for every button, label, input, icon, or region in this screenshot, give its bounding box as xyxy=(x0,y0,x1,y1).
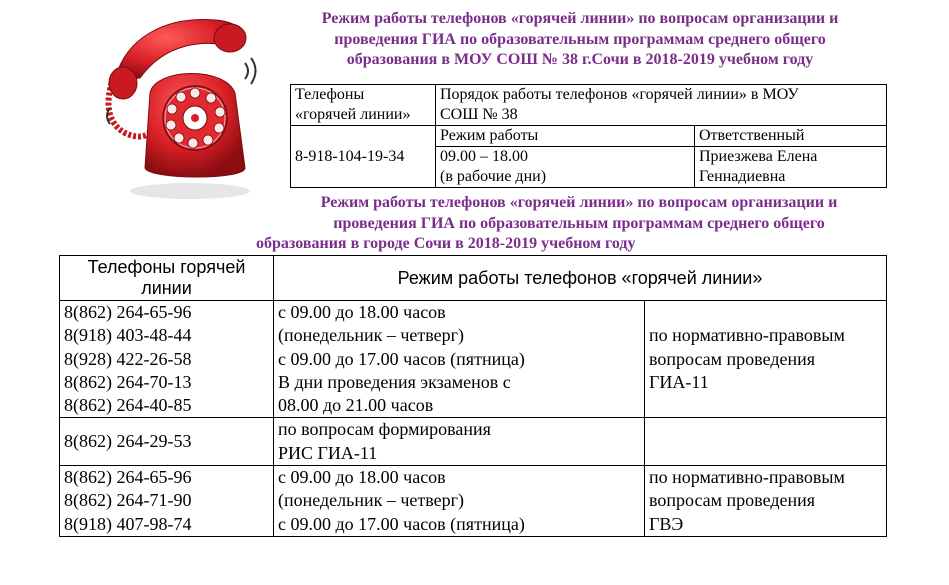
header-line: линии xyxy=(141,278,192,298)
red-rotary-phone-icon xyxy=(95,8,265,203)
phones-cell xyxy=(60,301,274,418)
schedule-line: с 09.00 до 18.00 часов xyxy=(278,302,446,322)
topic-line: ГИА-11 xyxy=(649,371,709,392)
schedule-cell xyxy=(274,466,645,537)
table-row xyxy=(60,301,887,418)
phone-number: 8(862) 264-40-85 xyxy=(64,395,192,416)
title-line: образования в городе Сочи в 2018-2019 учебном году xyxy=(256,235,636,252)
title-line: Режим работы телефонов «горячей линии» по вопросам организации и xyxy=(320,194,838,211)
school-col-order-header xyxy=(436,85,887,126)
phone-number: 8(918) 403-48-44 xyxy=(64,325,192,346)
schedule-line: с 09.00 до 18.00 часов xyxy=(278,467,446,488)
school-responsible-cell xyxy=(695,147,887,188)
table-row xyxy=(60,466,887,537)
mode-line: 09.00 – 18.00 xyxy=(440,148,528,165)
schedule-line: по вопросам формирования xyxy=(278,419,491,440)
phone-number: 8(862) 264-65-96 xyxy=(64,302,192,322)
header-line: Порядок работы телефонов «горячей линии» в МОУ xyxy=(440,86,799,103)
schedule-line: (понедельник – четверг) xyxy=(278,490,465,511)
schedule-line: РИС ГИА-11 xyxy=(278,442,378,463)
header-line: Телефоны горячей xyxy=(87,257,246,277)
phone-number: 8(918) 407-98-74 xyxy=(64,513,192,534)
title-city xyxy=(248,193,888,255)
school-col-phones-header xyxy=(291,85,436,126)
topic-line: по нормативно-правовым xyxy=(649,325,845,346)
phone-number: 8(862) 264-29-53 xyxy=(64,431,192,452)
topic-cell xyxy=(645,466,887,537)
responsible-line: Геннадиевна xyxy=(699,168,786,185)
schedule-line: с 09.00 до 17.00 часов (пятница) xyxy=(278,513,525,534)
header-line: Телефоны xyxy=(295,86,365,103)
header-line: СОШ № 38 xyxy=(440,106,518,123)
city-col-mode-header: Режим работы телефонов «горячей линии» xyxy=(274,256,887,301)
phone-number: 8(862) 264-70-13 xyxy=(64,371,192,392)
responsible-line: Приезжева Елена xyxy=(699,148,818,165)
school-phone: 8-918-104-19-34 xyxy=(295,147,405,165)
title-line: образования в МОУ СОШ № 38 г.Сочи в 2018-2019 учебном году xyxy=(346,51,814,68)
schedule-cell xyxy=(274,301,645,418)
school-mode-cell xyxy=(436,147,695,188)
phones-cell xyxy=(60,418,274,466)
schedule-line: (понедельник – четверг) xyxy=(278,325,465,346)
city-col-phones-header xyxy=(60,256,274,301)
schedule-line: В дни проведения экзаменов с xyxy=(278,371,511,392)
table-row xyxy=(60,418,887,466)
header-line: «горячей линии» xyxy=(295,106,411,123)
school-hotline-table xyxy=(290,84,887,188)
topic-line: ГВЭ xyxy=(649,513,684,534)
phone-number: 8(862) 264-65-96 xyxy=(64,467,192,488)
city-hotline-table xyxy=(59,255,887,537)
school-phone-cell xyxy=(291,126,436,188)
school-mode-subheader: Режим работы xyxy=(436,126,695,147)
topic-line: по нормативно-правовым xyxy=(649,467,845,488)
phone-number: 8(862) 264-71-90 xyxy=(64,490,192,511)
mode-line: (в рабочие дни) xyxy=(440,168,547,185)
title-school xyxy=(270,9,890,71)
schedule-line: 08.00 до 21.00 часов xyxy=(278,395,434,416)
school-responsible-subheader: Ответственный xyxy=(695,126,887,147)
title-line: проведения ГИА по образовательным программам среднего общего xyxy=(333,214,825,232)
topic-line: вопросам проведения xyxy=(649,348,816,369)
title-line: проведения ГИА по образовательным программам среднего общего xyxy=(334,30,826,48)
topic-cell xyxy=(645,301,887,418)
title-line: Режим работы телефонов «горячей линии» по вопросам организации и xyxy=(321,10,839,27)
schedule-cell xyxy=(274,418,645,466)
schedule-line: с 09.00 до 17.00 часов (пятница) xyxy=(278,348,525,369)
topic-line: вопросам проведения xyxy=(649,490,816,511)
phones-cell xyxy=(60,466,274,537)
topic-cell xyxy=(645,418,887,466)
phone-number: 8(928) 422-26-58 xyxy=(64,348,192,369)
